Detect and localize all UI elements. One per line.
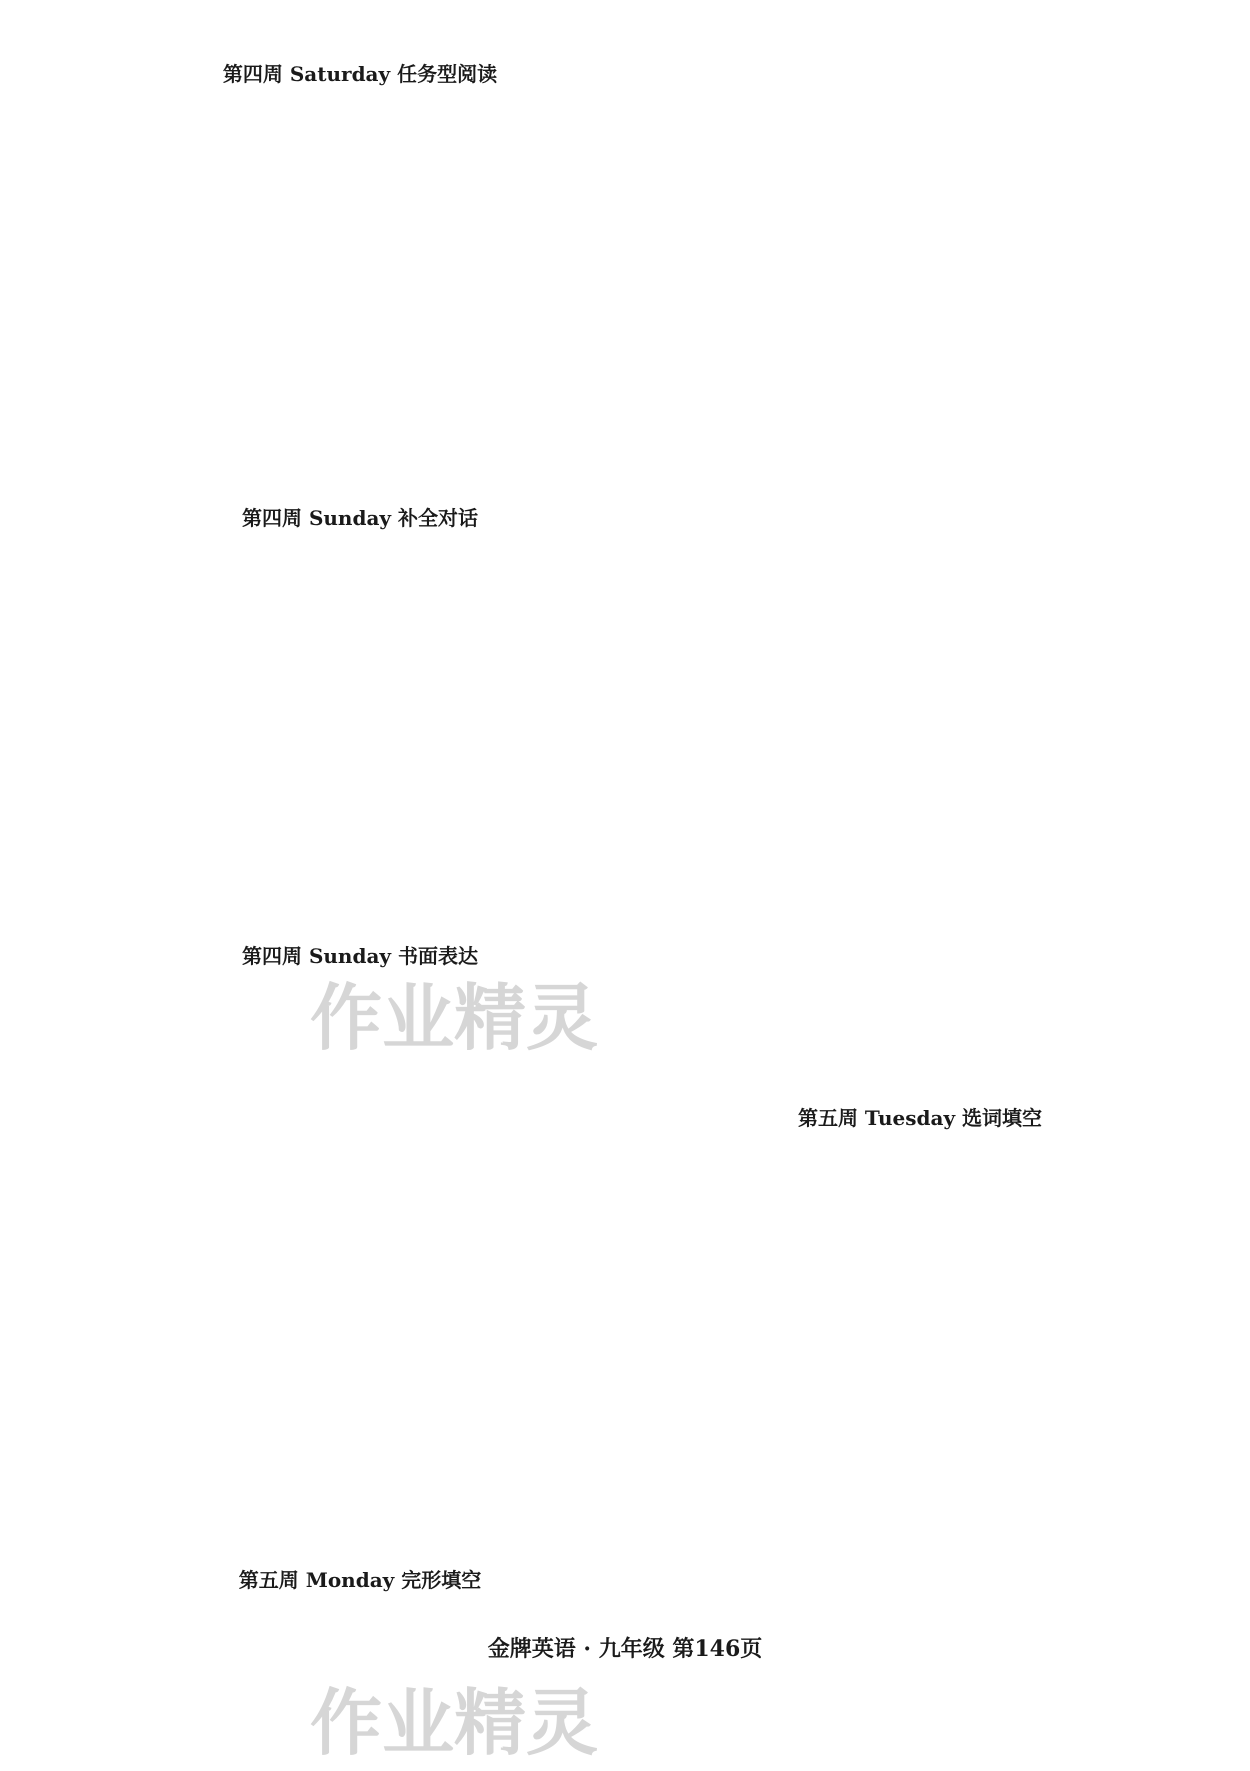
week5-monday-title: 第五周 Monday 完形填空 — [238, 1568, 482, 1592]
watermark: 作业精灵 — [310, 975, 599, 1060]
week4-saturday-title: 第四周 Saturday 任务型阅读 — [222, 62, 498, 86]
page-footer: 金牌英语 · 九年级 第146页 — [487, 1636, 763, 1662]
watermark-bottom: 作业精灵 — [310, 1680, 599, 1765]
week4-sunday-dialog-title: 第四周 Sunday 补全对话 — [241, 506, 478, 530]
week5-tuesday-title: 第五周 Tuesday 选词填空 — [797, 1106, 1043, 1130]
week4-sunday-writing-title: 第四周 Sunday 书面表达 — [241, 944, 478, 968]
